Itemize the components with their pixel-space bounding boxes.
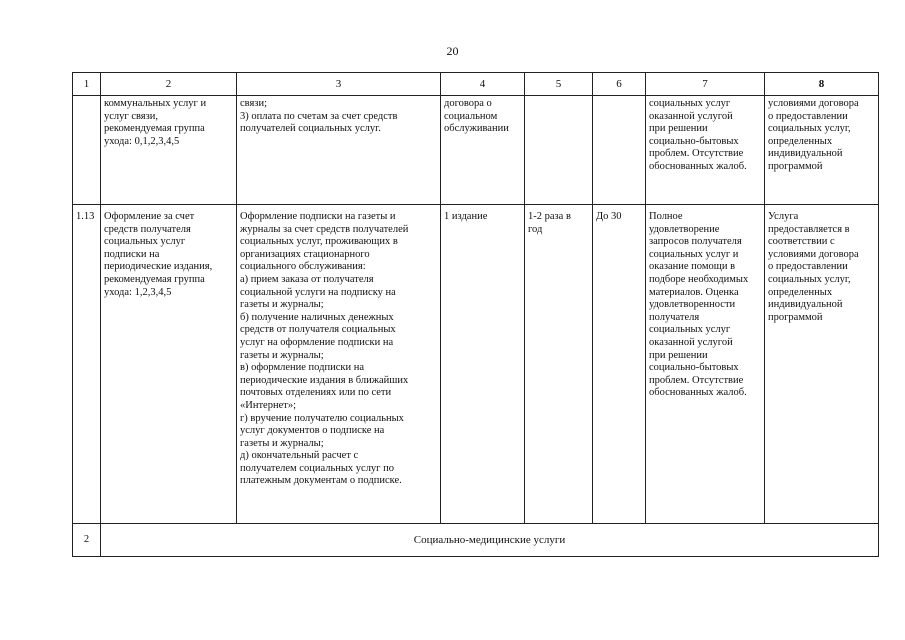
cell-quality-indicators: Полное удовлетворение запросов получателя социальных услуг и оказание помощи в подборе необходимых материалов. Оценка удовлетворенности получателя социальных услуг оказанной услугой при решении социально-бытовых проблем. Отсутствие обоснованных жалоб.: [646, 205, 765, 524]
column-header-5: 5: [525, 73, 593, 96]
cell-frequency: [525, 96, 593, 205]
cell-duration: [593, 96, 646, 205]
cell-frequency: 1-2 раза в год: [525, 205, 593, 524]
section-number: 2: [73, 524, 101, 557]
section-title: Социально-медицинские услуги: [101, 524, 879, 557]
table-row-1-13: [73, 205, 879, 524]
cell-number: [73, 96, 101, 205]
column-header-row: [73, 73, 879, 96]
cell-conditions: условиями договора о предоставлении социальных услуг, определенных индивидуальной программой: [765, 96, 879, 205]
cell-duration: До 30: [593, 205, 646, 524]
page-number: 20: [446, 44, 459, 58]
column-header-1: 1: [73, 73, 101, 96]
column-header-4: 4: [441, 73, 525, 96]
cell-unit: 1 издание: [441, 205, 525, 524]
cell-service-description: связи; 3) оплата по счетам за счет средств получателей социальных услуг.: [237, 96, 441, 205]
cell-conditions: Услуга предоставляется в соответствии с условиями договора о предоставлении социальных услуг, определенных индивидуальной программой: [765, 205, 879, 524]
column-header-6: 6: [593, 73, 646, 96]
services-table: [72, 72, 879, 557]
cell-service-description: Оформление подписки на газеты и журналы за счет средств получателей социальных услуг, проживающих в организациях стационарного социального обслуживания: а) прием заказа от получателя социальной услуги на подписку на газеты и журналы; б) получение наличных денежных средств от получателя социальных услуг на оформление подписки на газеты и журналы; в) оформление подписки на периодические издания в ближайших почтовых отделениях или по сети «Интернет»; г) вручение получателю социальных услуг документов о подписке на газеты и журналы; д) окончательный расчет с получателем социальных услуг по платежным документам о подписке.: [237, 205, 441, 524]
cell-service-name: коммунальных услуг и услуг связи, рекомендуемая группа ухода: 0,1,2,3,4,5: [101, 96, 237, 205]
table-row-continuation: [73, 96, 879, 205]
column-header-3: 3: [237, 73, 441, 96]
column-header-8: 8: [765, 73, 879, 96]
cell-quality-indicators: социальных услуг оказанной услугой при решении социально-бытовых проблем. Отсутствие обоснованных жалоб.: [646, 96, 765, 205]
section-row-2: [73, 524, 879, 557]
cell-number: 1.13: [73, 205, 101, 524]
column-header-2: 2: [101, 73, 237, 96]
cell-service-name: Оформление за счет средств получателя социальных услуг подписки на периодические издания, рекомендуемая группа ухода: 1,2,3,4,5: [101, 205, 237, 524]
cell-unit: договора о социальном обслуживании: [441, 96, 525, 205]
column-header-7: 7: [646, 73, 765, 96]
